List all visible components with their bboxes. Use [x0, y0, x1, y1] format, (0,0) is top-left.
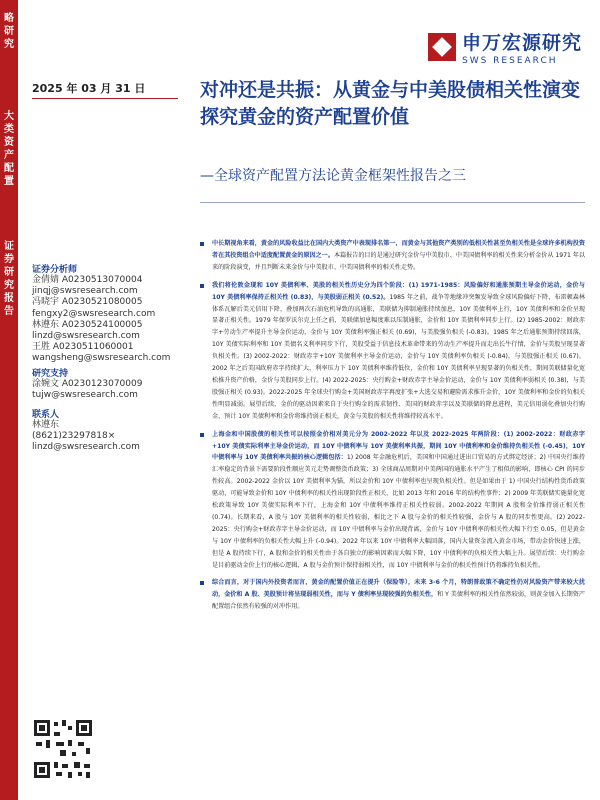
paragraph-text: 本篇报告的目的是通过研究金价与中美股市、中美国债利率的相关性来分析金价从 1971 年以来的阶段演变，并且判断未来金价与中美股市、中美国债利率的相关性走势。: [212, 251, 585, 271]
date-divider: [32, 98, 178, 99]
paragraph-text: 1) 2008 年金融危机后，美国和中国通过进出口贸易的方式绑定经济；2) 中国央行维持汇率稳定的背景下需要阶段性顺应美元走势调整货币政策；3) 全球商品周期对中美两国的通胀水平产生了相似的影响，即核心 CPI 的同步性较高。2002-2022 金价以 10Y 美债利率为锚，所以金价和 10Y 中债利率也呈现负相关性。但是如果由于 1) 中国央行结构性货币政策驱动，可能导致金价和 10Y 中债利率的相关性出现阶段性正相关，比如 2013 年和 2016 年的结构性事件；2) 2009 年美联储实施量化宽松政策导致 10Y 美债实际利率下行，上海金和 10Y 中债利率维持正相关性较弱。2002-2022 年期间 A 股和金价维持弱正相关性 (0.74)。长期来看，A 股与 10Y 美债利率的相关性较弱，相比之下 A 股与金价的相关性较强，金价与 A 股的同步性更高。(2) 2022-2025：央行购金+财政赤字主导金价运动，而 10Y 中债利率与金价出现背离，金价与 10Y 中债利率的相关性大幅下行至 0.05，但是黄金与 10Y 中债利率的负相关性大幅上升 (-0.94)。2022 年以来 10Y 中债利率大幅回落，国内大量资金流入黄金市场，带动金价快速上涨，但是 A 股持续下行，A 股和金价的相关性由于各自独立的影响因素而大幅下降，10Y 中债利率的负相关性大幅上升。展望后续：央行购金是目前驱动金价上行的核心逻辑，A 股与金价预计保持弱相关性，而 10Y 中债利率与金价的相关性预计仍将维持负相关性。: [212, 454, 585, 569]
bullet-icon: [200, 242, 204, 246]
contact-line[interactable]: linzd@swsresearch.com: [32, 442, 140, 453]
analyst-line[interactable]: wangsheng@swsresearch.com: [32, 353, 171, 364]
assistant-line: 涂婉文 A0230123070009: [32, 379, 143, 389]
report-summary: [200, 238, 585, 619]
summary-paragraph: [200, 238, 585, 274]
paragraph-text: 1985 年之前，战争等地缘冲突频发导致全球风险偏好下降，布雷顿森林体系瓦解后美元信用下降，叠加两次石油危机导致的高通胀，美联储为抑制通胀持续加息，10Y 美债利率上行，10Y 美债利率和金价呈现显著正相关性。1979 年保罗沃尔克上任之前，美联储加息幅度难以压制通胀，金价和 10Y 美债利率同步上行。(2) 1985-2002：财政赤字+劳动生产率提升主导金价运动，金价与 10Y 美债利率强正相关 (0.69)，与美股强负相关 (-0.83)。1985 年之后通胀预期持续回落，10Y 美债实际利率和 10Y 美债名义利率同步下行，美股受益于信息技术革命带来的劳动生产率提升而走出长牛行情，金价与美股呈现显著负相关性。(3) 2002-2022：财政赤字+10Y 美债利率主导金价运动，金价与 10Y 美债利率负相关 (-0.84)，与美股强正相关 (0.67)。2002 年之后美国政府赤字持续扩大，利率压力下 10Y 美债利率维持低位，金价和 10Y 美债利率呈现显著的负相关性，期间美联储量化宽松推升资产价格，金价与美股同步上行。(4) 2022-2025：央行购金+财政赤字主导金价运动，金价与 10Y 美债利率弱相关 (0.38)，与美股强正相关 (0.93)。2022-2025 年全球央行购金+美国财政赤字再度扩张+大选交易和避险需求推升金价，10Y 美债利率和金价的负相关性明显减弱。展望后续，金价的驱动因素来自于央行购金的需求韧性、美国的财政赤字以及美联储的降息进程，美元信用弱化叠加央行购金，预计 10Y 美债利率和金价将维持弱正相关，黄金与美股的相关性将维持较高水平。: [212, 293, 585, 420]
qr-code-icon[interactable]: [32, 718, 94, 780]
paragraph-lead: 上海金和中国股债的相关性可以按照金价相对美元分为 2002-2022 年以及 2022-2025 年两阶段：(1) 2002-2022：财政赤字+10Y 美债实际利率主导金价运动，而 10Y 中债利率与 10Y 美债利率共振，期间 10Y 中债利率和金价维持负相关性 (-0.45)，10Y 中债利率与 10Y 美债利率共振的核心逻辑包括：: [212, 430, 585, 462]
analyst-line: 王胜 A0230511060001: [32, 342, 134, 353]
paragraph-lead: 中长期视角来看，黄金的风险收益比在国内大类资产中表现排名第一，而黄金与其他资产类别的低相关性甚至负相关性是全球许多机构投资者在其投资组合中适度配置黄金的原因之一。: [212, 240, 585, 259]
sidebar-category: 大类资产配置: [4, 111, 14, 187]
company-logo: [428, 28, 582, 66]
assistant-line[interactable]: tujw@swsresearch.com: [32, 390, 138, 401]
analyst-line: 林遵东 A0230524100005: [32, 319, 143, 330]
report-title: 对冲还是共振：从黄金与中美股债相关性演变探究黄金的资产配置价值: [200, 79, 581, 128]
analyst-line[interactable]: linzd@swsresearch.com: [32, 331, 140, 342]
title-divider: [200, 202, 585, 203]
assistant-list: [32, 379, 182, 401]
sidebar: [0, 0, 18, 800]
paragraph-lead: 综合而言，对于国内外投资者而言，黄金的配置价值正在提升（保险等），未来 3-6 个月，特朗普政策不确定性仍对风险资产带来较大扰动，金价和 A 股、美股预计将呈现弱相关性，而与 Y 债利率呈现较强的负相关性，: [212, 579, 585, 599]
contact-heading: 联系人: [32, 410, 60, 420]
report-subtitle: —全球资产配置方法论黄金框架性报告之三: [200, 168, 466, 184]
bullet-icon: [200, 433, 204, 437]
analysts-heading: 证券分析师: [32, 265, 78, 275]
analyst-line: 冯晓宇 A0230521080005: [32, 297, 143, 308]
summary-paragraph: [200, 429, 585, 572]
sidebar-top-label: 略研究: [4, 13, 14, 50]
contact-line: 林遵东: [32, 420, 60, 430]
sidebar-report-type: 证券研究报告: [4, 241, 14, 317]
analyst-list: [32, 275, 182, 365]
analyst-line[interactable]: jinqj@swsresearch.com: [32, 286, 138, 297]
report-date: 2025 年 03 月 31 日: [32, 82, 146, 95]
assistant-heading: 研究支持: [32, 369, 69, 379]
summary-paragraph: [200, 280, 585, 423]
analyst-line: 金倩婧 A0230513070004: [32, 275, 143, 285]
logo-en: SWS RESEARCH: [461, 56, 558, 66]
analyst-line[interactable]: fengxy2@swsresearch.com: [32, 308, 156, 319]
contact-list: [32, 420, 182, 454]
summary-paragraph: [200, 577, 585, 613]
contact-line: (8621)23297818×: [32, 431, 116, 442]
logo-cn: 申万宏源研究: [461, 32, 582, 54]
bullet-icon: [200, 581, 204, 585]
paragraph-text: 和 Y 美债利率的相关性依然较弱，则黄金加入长期资产配置组合依然有较强的对冲作用。: [212, 591, 585, 611]
bullet-icon: [200, 284, 204, 288]
logo-mark-icon: [428, 33, 456, 61]
paragraph-lead: 我们将伦敦金现和 10Y 美债利率、美股的相关性历史分为四个阶段：(1) 1971-1985：风险偏好和通胀预期主导金价运动，金价与 10Y 美债利率保持正相关性 (0.83)，与美股弱正相关 (0.52)。: [212, 281, 585, 301]
